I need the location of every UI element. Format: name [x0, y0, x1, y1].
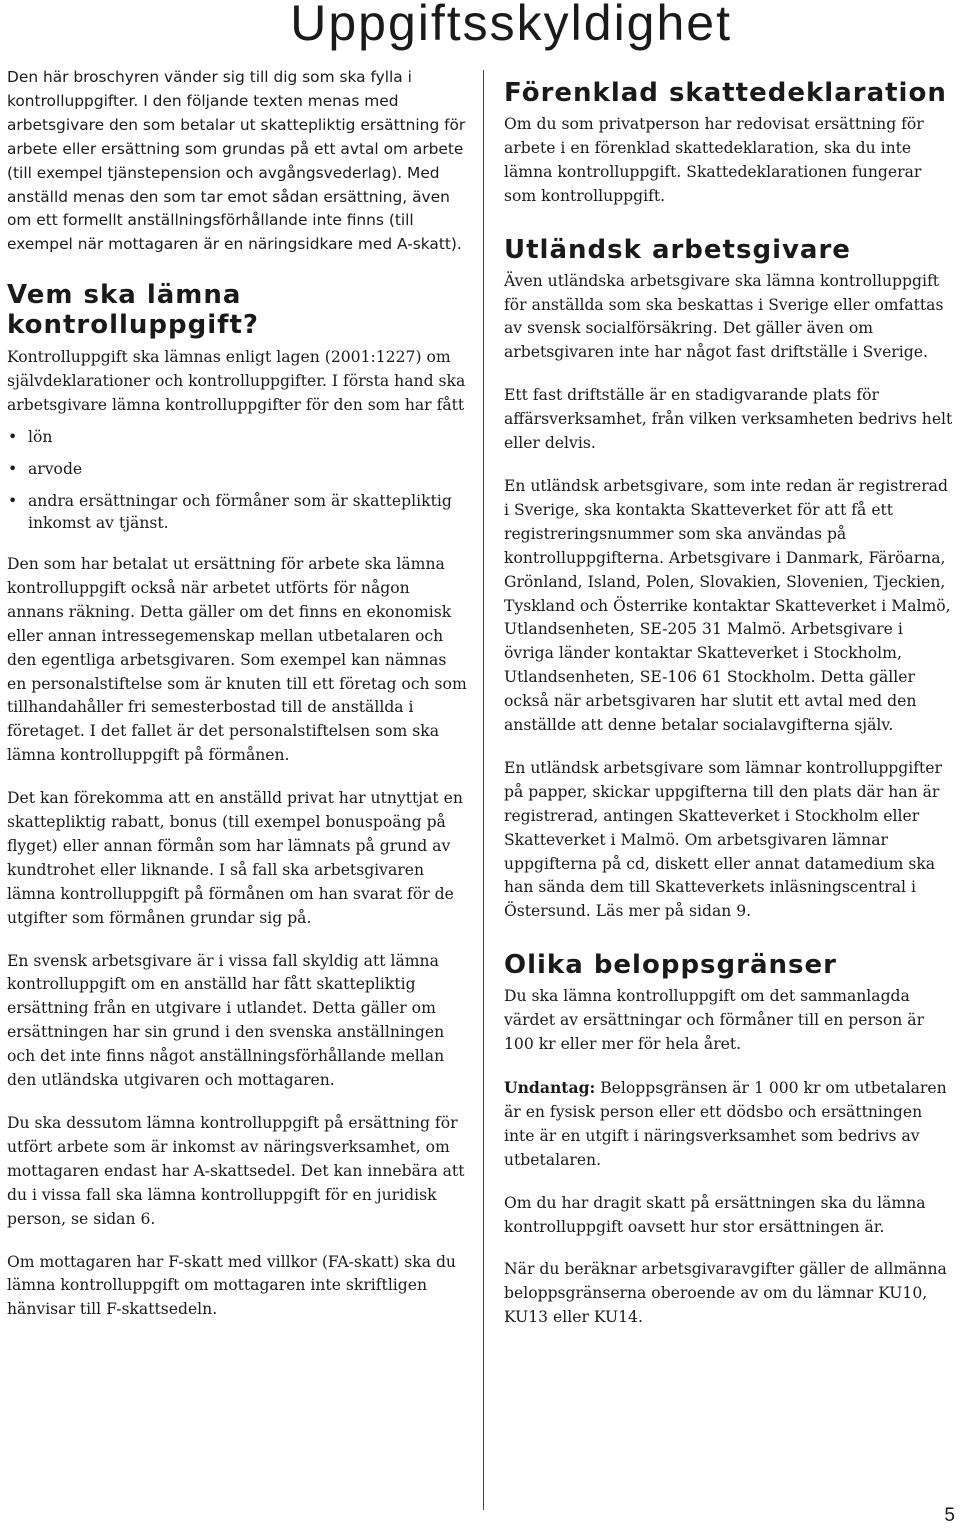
- section-heading-who: Vem ska lämna kontrolluppgift?: [7, 280, 259, 341]
- paragraph: En utländsk arbetsgivare som lämnar kontrolluppgifter på papper, skickar uppgifterna till den plats där han är registrerad, antingen Skatteverket i Stockholm eller Skatteverket i Malmö. Om arbetsgivaren lämnar uppgifterna på cd, diskett eller annat datamedium ska han sända dem till Skatteverkets inläsningscentral i Östersund. Läs mer på sidan 9.: [504, 758, 942, 921]
- intro-paragraph: Den här broschyren vänder sig till dig som ska fylla i kontrolluppgifter. I den följande texten menas med arbetsgivare den som betalar ut skattepliktig ersättning för arbete eller ersättning som grundas på ett avtal om arbete (till exempel tjänstepension och avgångsvederlag). Med anställd menas den som tar emot sådan ersättning, även om ett formellt anställningsförhållande inte finns (till exempel när mottagaren är en näringsidkare med A-skatt).: [7, 68, 466, 254]
- bullet-icon: •: [8, 491, 18, 510]
- paragraph: Om du som privatperson har redovisat ersättning för arbete i en förenklad skattedeklaration, ska du inte lämna kontrolluppgift. Skattedeklarationen fungerar som kontrolluppgift.: [504, 115, 924, 205]
- paragraph: Kontrolluppgift ska lämnas enligt lagen (2001:1227) om självdeklarationer och kontrolluppgifter. I första hand ska arbetsgivare lämna kontrolluppgifter för den som har fått: [7, 348, 466, 415]
- paragraph: Ett fast driftställe är en stadigvarande plats för affärsverksamhet, från vilken verksamheten bedrivs helt eller delvis.: [504, 386, 953, 453]
- list-item: • andra ersättningar och förmåner som är skattepliktig inkomst av tjänst.: [8, 491, 452, 532]
- right-column: [504, 78, 954, 1330]
- list-item: • lön: [8, 427, 53, 446]
- paragraph: En utländsk arbetsgivare, som inte redan är registrerad i Sverige, ska kontakta Skatteverket för att få ett registreringsnummer som ska användas på kontrolluppgifterna. Arbetsgivare i Danmark, Färöarna, Grönland, Island, Polen, Slovakien, Slovenien, Tjeckien, Tyskland och Österrike kontaktar Skatteverket i Malmö, Utlandsenheten, SE-205 31 Malmö. Arbetsgivare i övriga länder kontaktar Skatteverket i Stockholm, Utlandsenheten, SE-106 61 Stockholm. Detta gäller också när arbetsgivaren har slutit ett avtal med den anställde att denne betalar socialavgifterna själv.: [504, 476, 951, 735]
- section-heading-simplified: Förenklad skattedeklaration: [504, 78, 947, 108]
- column-divider: [483, 70, 484, 1510]
- paragraph: Den som har betalat ut ersättning för arbete ska lämna kontrolluppgift också när arbetet utförts för någon annans räkning. Detta gäller om det finns en ekonomisk eller annan intressegemenskap mellan utbetalaren och den egentliga arbetsgivaren. Som exempel kan nämnas en personalstiftelse som är knuten till ett företag och som tillhandahåller fri semesterbostad till de anställda i företaget. I det fallet är det personalstiftelsen som ska lämna kontrolluppgift på förmånen.: [7, 554, 467, 765]
- bullet-list: [7, 426, 469, 534]
- paragraph: Du ska lämna kontrolluppgift om det sammanlagda värdet av ersättningar och förmåner till en person är 100 kr eller mer för hela året.: [504, 987, 925, 1054]
- paragraph: Du ska dessutom lämna kontrolluppgift på ersättning för utfört arbete som är inkomst av näringsverksamhet, om mottagaren endast har A-skattsedel. Det kan innebära att du i vissa fall ska lämna kontrolluppgift för en juridisk person, se sidan 6.: [7, 1114, 465, 1228]
- paragraph: En svensk arbetsgivare är i vissa fall skyldig att lämna kontrolluppgift om en anställd har fått skattepliktig ersättning från en utgivare i utlandet. Detta gäller om ersättningen har sin grund i den svenska anställningen och det inte finns något anställningsförhållande mellan den utländska utgivaren och mottagaren.: [7, 951, 445, 1090]
- section-heading-foreign-employer: Utländsk arbetsgivare: [504, 234, 851, 265]
- paragraph: Om du har dragit skatt på ersättningen ska du lämna kontrolluppgift oavsett hur stor ersättningen är.: [504, 1193, 926, 1236]
- list-item: • arvode: [8, 459, 83, 478]
- paragraph: När du beräknar arbetsgivaravgifter gäller de allmänna beloppsgränserna oberoende av om du lämnar KU10, KU13 eller KU14.: [504, 1260, 947, 1327]
- paragraph: Undantag: Beloppsgränsen är 1 000 kr om utbetalaren är en fysisk person eller ett dödsbo och ersättningen inte är en utgift i näringsverksamhet som bedrivs av utbetalaren.: [504, 1078, 947, 1169]
- page-number: 5: [944, 1505, 955, 1526]
- left-column: [7, 66, 469, 1322]
- exception-label: Undantag:: [504, 1078, 596, 1097]
- bullet-icon: •: [8, 459, 18, 478]
- paragraph: Det kan förekomma att en anställd privat har utnyttjat en skattepliktig rabatt, bonus (till exempel bonuspoäng på flyget) eller annan förmån som har lämnats på grund av kundtrohet eller liknande. I så fall ska arbetsgivaren lämna kontrolluppgift på förmånen om han svarat för de utgifter som förmånen grundar sig på.: [7, 789, 463, 927]
- paragraph: Även utländska arbetsgivare ska lämna kontrolluppgift för anställda som ska beskattas i Sverige eller omfattas av svensk socialförsäkring. Det gäller även om arbetsgivaren inte har något fast driftställe i Sverige.: [504, 271, 944, 362]
- page-title: Uppgiftsskyldighet: [290, 0, 732, 51]
- section-heading-amount-limits: Olika beloppsgränser: [504, 950, 837, 981]
- paragraph: Om mottagaren har F-skatt med villkor (FA-skatt) ska du lämna kontrolluppgift om mottagaren inte skriftligen hänvisar till F-skattsedeln.: [7, 1252, 456, 1319]
- bullet-icon: •: [8, 427, 18, 446]
